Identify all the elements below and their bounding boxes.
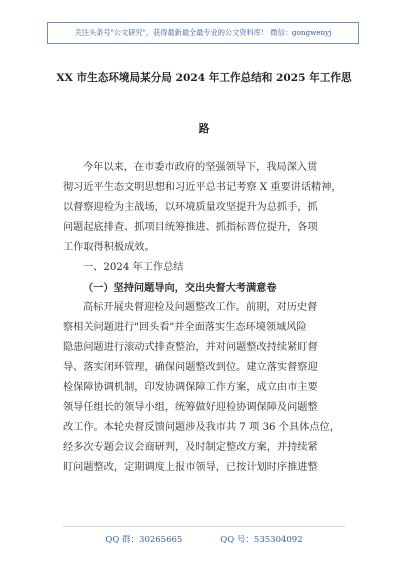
- intro-line: 以督察迎检为主战场，以环境质量攻坚提升为总抓手，抓: [63, 202, 318, 213]
- document-body: [63, 158, 345, 478]
- intro-line: 工作取得积极成效。: [63, 242, 155, 253]
- footer-divider: [63, 526, 345, 527]
- footer: [0, 533, 408, 545]
- footer-qq-number: QQ 号：535304092: [220, 535, 303, 545]
- intro-line: 问题起底排查、抓项目统筹推进、抓指标晋位提升，各项: [63, 222, 318, 233]
- para-line: 盯问题整改，定期调度上报市领导，已按计划时序推进整: [63, 462, 318, 473]
- section-heading: 一、2024 年工作总结: [83, 262, 184, 273]
- document-title-line-2: 路: [198, 123, 210, 135]
- footer-qq-group: QQ 群：30265665: [105, 535, 183, 545]
- intro-line: 彻习近平生态文明思想和习近平总书记考察 X 重要讲话精神，: [63, 182, 342, 193]
- para-line: 检保障协调机制，印发协调保障工作方案，成立由市主要: [63, 382, 318, 393]
- intro-line: 今年以来，在市委市政府的坚强领导下，我局深入贯: [83, 162, 318, 173]
- para-line: 领导任组长的领导小组，统筹做好迎检协调保障及问题整: [63, 402, 318, 413]
- intro-paragraph: [63, 158, 345, 258]
- document-title-line-1: XX 市生态环境局某分局 2024 年工作总结和 2025 年工作思: [56, 72, 352, 84]
- body-paragraph: [63, 298, 345, 478]
- para-line: 隐患问题进行滚动式排查整治，并对问题整改持续紧盯督: [63, 342, 318, 353]
- promo-banner: [47, 22, 359, 44]
- promo-banner-text: 关注头条号"公文研究"，获得最新最全最专业的公文资料库！ 微信：gongwenyj: [74, 28, 332, 37]
- para-line: 改工作。本轮央督反馈问题涉及我市共 7 项 36 个具体点位，: [63, 422, 340, 433]
- sub-heading: （一）坚持问题导向，交出央督大考满意卷: [83, 282, 277, 294]
- para-line: 高标开展央督迎检及问题整改工作。前期，对历史督: [83, 302, 318, 313]
- para-line: 导、落实闭环管理，确保问题整改到位。建立落实督察迎: [63, 362, 318, 373]
- para-line: 察相关问题进行"回头看"并全面落实生态环境领域风险: [63, 322, 307, 333]
- para-line: 经多次专题会议会商研判，及时制定整改方案，并持续紧: [63, 442, 318, 453]
